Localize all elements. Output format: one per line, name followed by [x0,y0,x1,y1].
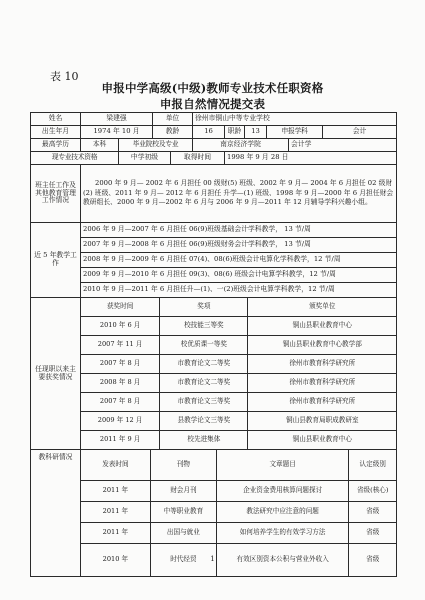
awards-row [31,298,397,450]
award-name: 市教育论文三等奖 [160,393,248,412]
title-age-value: 13 [245,126,267,139]
awards-label: 任现职以来主要获奖情况 [31,298,81,450]
research-date: 2011 年 [81,481,150,502]
application-form-table [30,112,397,577]
teaching-age-value: 16 [193,126,225,139]
research-date: 2011 年 [81,523,150,544]
education-row [31,139,397,152]
awards-header-cell: 获奖时间 [81,298,160,317]
form-title: 申报中学高级(中级)教师专业技术任职资格 [101,81,324,95]
awards-header-cell: 颁奖单位 [248,298,396,317]
award-row [81,317,396,336]
research-date: 2010 年 [81,544,150,576]
teaching-age-label: 教龄 [153,126,193,139]
research-label: 教科研情况 [31,450,81,577]
name-row [31,113,397,126]
award-name: 校优质课一等奖 [160,336,248,355]
award-name: 校先进集体 [160,431,248,450]
obtain-time-value: 1998 年 9 月 28 日 [225,152,397,165]
teaching-row-3 [31,253,397,268]
form-subtitle: 申报自然情况提交表 [159,97,266,111]
obtain-time-label: 取得时间 [171,152,225,165]
birth-value: 1974 年 10 月 [81,126,153,139]
research-journal: 时代经贸 [150,544,216,576]
management-row [31,165,397,223]
research-article: 企业资金费用核算问题探讨 [216,481,348,502]
education-label: 最高学历 [31,139,81,152]
education-value: 本科 [81,139,119,152]
research-row-item [81,481,396,502]
subject-value: 会计 [323,126,397,139]
research-level: 省级(核心) [349,481,396,502]
award-date: 2007 年 8 月 [81,393,160,412]
award-date: 2008 年 8 月 [81,374,160,393]
teaching-item: 2007 年 9 月—2008 年 6 月担任 06(9)班级财务会计学科教学， 13 节/周 [81,238,397,253]
research-header-cell: 文章题目 [216,450,348,481]
unit-label: 单位 [153,113,193,126]
award-row [81,336,396,355]
teaching-item: 2006 年 9 月—2007 年 6 月担任 06(9)班级基础会计学科教学， 13 节/周 [81,223,397,238]
research-journal: 中等职业教育 [150,502,216,523]
research-header-cell: 刊物 [150,450,216,481]
research-row-item [81,502,396,523]
award-issuer: 铜山县教育局职成教研室 [248,412,396,431]
birth-label: 出生年月 [31,126,81,139]
award-name: 市教育论文二等奖 [160,374,248,393]
award-name: 校技能三等奖 [160,317,248,336]
research-journal: 财会月刊 [150,481,216,502]
school-label: 毕业院校及专业 [119,139,193,152]
awards-header-cell: 奖项 [160,298,248,317]
name-label: 姓名 [31,113,81,126]
award-row [81,431,396,450]
award-row [81,412,396,431]
current-title-row [31,152,397,165]
subject-label: 申报学科 [267,126,323,139]
teaching-label: 近 5 年教学工作 [31,223,81,298]
teaching-row-2 [31,238,397,253]
award-issuer: 铜山县职业教育中心教学部 [248,336,396,355]
award-date: 2010 年 6 月 [81,317,160,336]
current-title-value: 中学初级 [119,152,171,165]
award-issuer: 徐州市教育科学研究所 [248,374,396,393]
research-date: 2011 年 [81,502,150,523]
teaching-item: 2009 年 9 月—2010 年 6 月担任 09(3)、08(6) 班级会计电算学科教学，12 节/周 [81,268,397,283]
award-date: 2007 年 11 月 [81,336,160,355]
major-value: 会计学 [289,139,397,152]
research-row-item [81,523,396,544]
research-article: 有效区别资本公积与营业外收入 [216,544,348,576]
research-article: 如何培养学生的有效学习方法 [216,523,348,544]
award-row [81,393,396,412]
awards-table [81,298,396,449]
page-number: 1 [210,555,215,563]
table-number: 表 10 [50,70,79,83]
award-date: 2011 年 9 月 [81,431,160,450]
award-row [81,374,396,393]
award-date: 2007 年 8 月 [81,355,160,374]
award-issuer: 铜山县职业教育中心 [248,317,396,336]
school-value: 南京经济学院 [193,139,289,152]
unit-value: 徐州市铜山中等专业学校 [193,113,397,126]
teaching-item: 2010 年 9 月—2011 年 6 月担任升—(1)、一(2)班级会计电算学科教学，12 节/周 [81,283,397,298]
award-issuer: 徐州市教育科学研究所 [248,393,396,412]
teaching-item: 2008 年 9 月—2009 年 6 月担任 07(4)、08(6)班级会计电算化学科教学，12 节/周 [81,253,397,268]
birth-row [31,126,397,139]
awards-section [81,298,397,450]
title-age-label: 职龄 [225,126,245,139]
current-title-label: 现专业技术资格 [31,152,119,165]
research-header-cell: 发表时间 [81,450,150,481]
name-value: 梁建强 [81,113,153,126]
award-name: 县教学论文三等奖 [160,412,248,431]
award-row [81,355,396,374]
award-date: 2009 年 12 月 [81,412,160,431]
research-level: 省级 [349,502,396,523]
award-issuer: 铜山县职业教育中心 [248,431,396,450]
teaching-row-1 [31,223,397,238]
research-level: 省级 [349,544,396,576]
teaching-row-4 [31,268,397,283]
research-article: 教法研究中应注意的问题 [216,502,348,523]
management-label: 班主任工作及其他教育管理工作情况 [31,165,81,223]
teaching-row-5 [31,283,397,298]
management-text: 2000 年 9 月— 2002 年 6 月担任 00 级财(5) 班级、2002 年 9 月— 2004 年 6 月担任 02 级财(2) 班级、2011 年 9 月— 2012 年 6 月担任 升学—(1) 班级、1998 年 9 月—2000 年 6 月担任财会教研组长、2000 年 9 月—2002 年 6 月与 2006 年 9 月—2011 年 12 月辅导学科兴趣小组。 [81,165,397,223]
research-level: 省级 [349,523,396,544]
award-issuer: 徐州市教育科学研究所 [248,355,396,374]
research-header-cell: 认定级别 [349,450,396,481]
awards-header-row [81,298,396,317]
research-journal: 出国与就业 [150,523,216,544]
award-name: 市教育论文二等奖 [160,355,248,374]
research-header-row [81,450,396,481]
